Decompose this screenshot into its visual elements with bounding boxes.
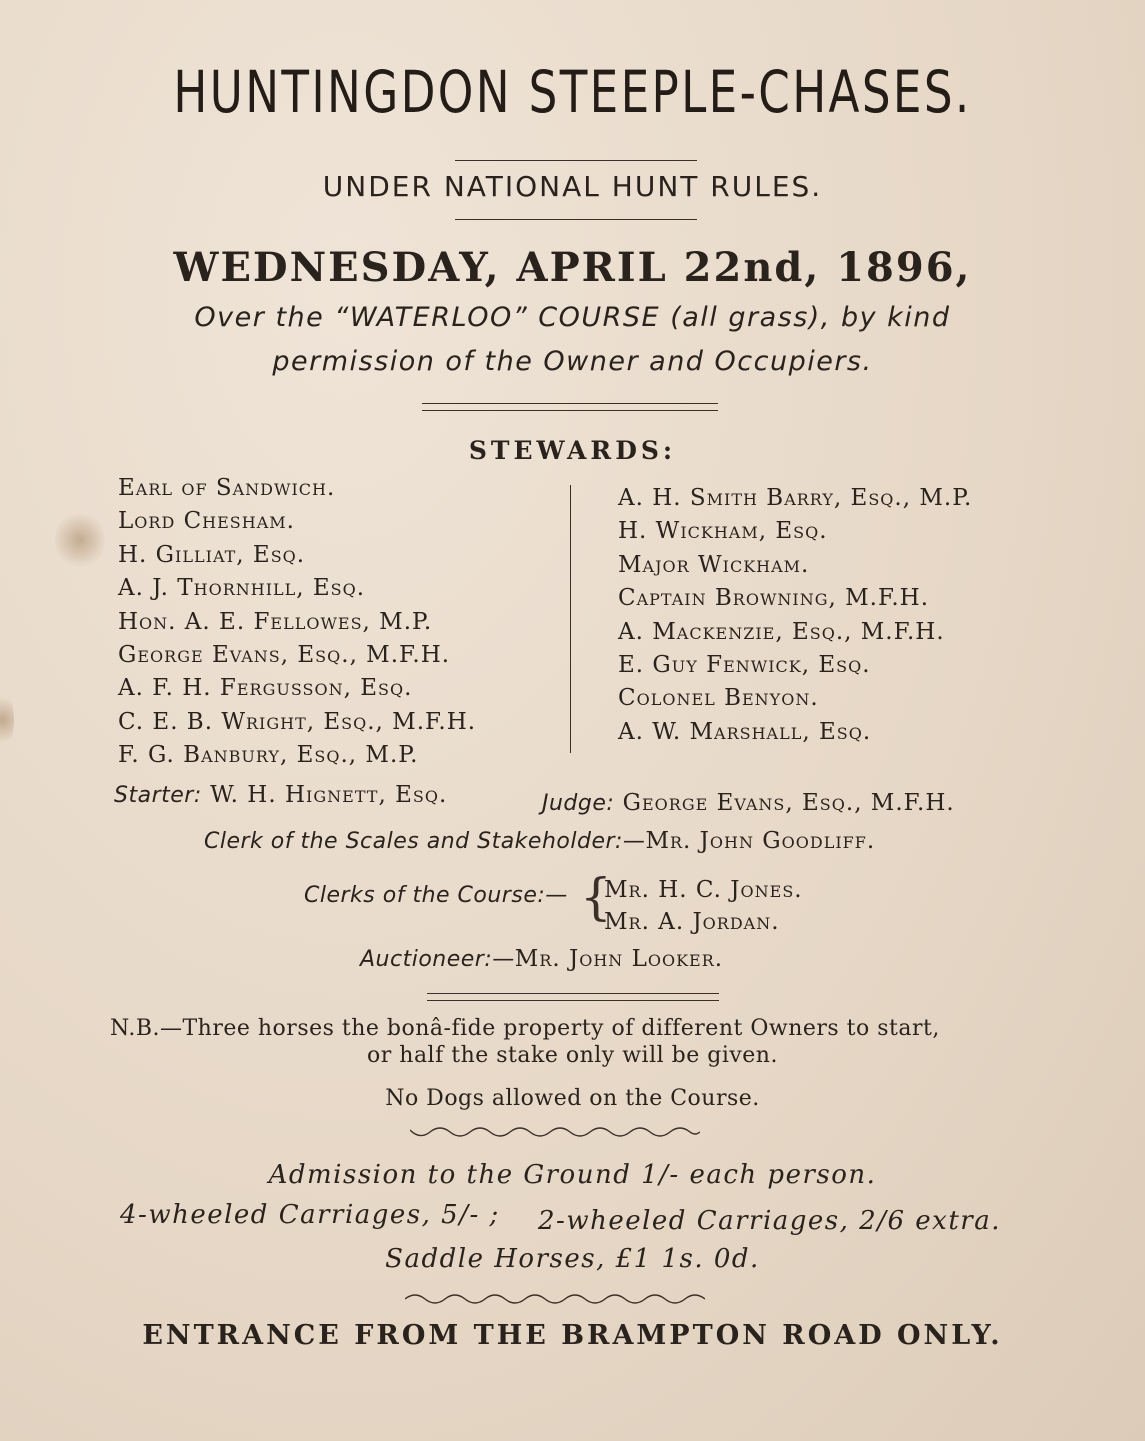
steward-name: Captain Browning, M.F.H. (618, 585, 930, 612)
document-title: HUNTINGDON STEEPLE-CHASES. (173, 58, 972, 126)
steward-name: H. Gilliat, Esq. (118, 541, 306, 568)
double-rule-bottom (422, 410, 718, 411)
auctioneer-name: Mr. John Looker. (514, 946, 724, 972)
divider (455, 219, 697, 220)
nb-line-1: N.B.—Three horses the bonâ-fide property of different Owners to start, (110, 1016, 940, 1041)
clerks-course-names (604, 874, 803, 938)
double-rule-top (427, 993, 719, 994)
steward-name: E. Guy Fenwick, Esq. (618, 652, 871, 679)
paper-stain (55, 510, 105, 570)
entrance-notice: ENTRANCE FROM THE BRAMPTON ROAD ONLY. (142, 1320, 1003, 1351)
steward-name: Colonel Benyon. (618, 685, 819, 712)
steward-name: A. Mackenzie, Esq., M.F.H. (618, 618, 945, 645)
stewards-left-column (118, 472, 476, 773)
brace: { (580, 868, 612, 926)
paper-stain (0, 690, 14, 750)
clerks-course-label: Clerks of the Course:— (304, 883, 568, 908)
steward-name: H. Wickham, Esq. (618, 518, 828, 545)
admission-line: Admission to the Ground 1/- each person. (268, 1160, 877, 1190)
event-date: WEDNESDAY, APRIL 22nd, 1896, (173, 244, 972, 291)
course-line-2: permission of the Owner and Occupiers. (272, 346, 873, 377)
starter-name: W. H. Hignett, Esq. (210, 782, 448, 808)
divider (455, 160, 697, 161)
steward-name: George Evans, Esq., M.F.H. (118, 642, 451, 669)
auctioneer-line (360, 946, 723, 972)
steward-name: Lord Chesham. (118, 508, 295, 535)
steward-name: Major Wickham. (618, 551, 810, 578)
steward-name: A. J. Thornhill, Esq. (118, 575, 366, 602)
double-rule-top (422, 403, 718, 404)
wavy-ornament (410, 1126, 700, 1142)
steward-name: Earl of Sandwich. (118, 475, 336, 501)
double-rule-bottom (427, 1000, 719, 1001)
clerk-course-name: Mr. H. C. Jones. (604, 877, 803, 903)
steward-name: F. G. Banbury, Esq., M.P. (118, 742, 419, 769)
judge-line (542, 790, 955, 816)
stewards-right-column (618, 482, 972, 749)
nb-line-2: or half the stake only will be given. (367, 1043, 778, 1068)
column-divider (570, 485, 571, 753)
clerk-scales-name: Mr. John Goodliff. (645, 828, 876, 854)
auctioneer-label: Auctioneer:— (360, 947, 515, 972)
stewards-heading: STEWARDS: (468, 436, 677, 465)
carriage-4-wheel: 4-wheeled Carriages, 5/- ; (120, 1200, 500, 1230)
clerk-scales-line (204, 828, 875, 854)
steward-name: C. E. B. Wright, Esq., M.F.H. (118, 708, 477, 735)
subtitle: UNDER NATIONAL HUNT RULES. (322, 170, 823, 203)
clerks-course-label-wrap (304, 882, 568, 908)
judge-label: Judge: (542, 791, 615, 816)
carriage-2-wheel: 2-wheeled Carriages, 2/6 extra. (538, 1206, 1001, 1236)
saddle-horses: Saddle Horses, £1 1s. 0d. (385, 1244, 760, 1274)
steward-name: Hon. A. E. Fellowes, M.P. (118, 608, 433, 635)
judge-name: George Evans, Esq., M.F.H. (622, 790, 955, 816)
dogs-notice: No Dogs allowed on the Course. (385, 1086, 760, 1111)
course-line-1: Over the “WATERLOO” COURSE (all grass), by kind (194, 302, 951, 333)
steward-name: A. W. Marshall, Esq. (618, 718, 872, 745)
clerk-course-name: Mr. A. Jordan. (604, 909, 780, 935)
wavy-ornament (405, 1292, 705, 1306)
steward-name: A. H. Smith Barry, Esq., M.P. (618, 485, 973, 511)
steward-name: A. F. H. Fergusson, Esq. (118, 675, 413, 702)
starter-line (114, 782, 447, 808)
clerk-scales-label: Clerk of the Scales and Stakeholder:— (204, 829, 646, 854)
starter-label: Starter: (114, 783, 202, 808)
